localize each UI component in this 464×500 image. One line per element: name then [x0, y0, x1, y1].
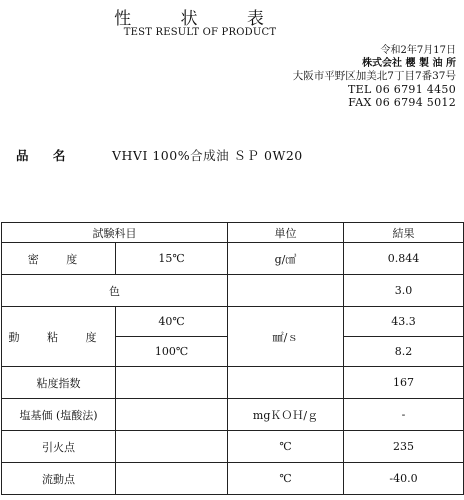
tbn-label: 塩基価 (塩酸法) [2, 399, 116, 431]
density-condition: 15℃ [116, 243, 228, 275]
density-unit: g/㎤ [228, 243, 344, 275]
flash-condition [116, 431, 228, 463]
vi-result: 167 [344, 367, 464, 399]
table-row [2, 243, 464, 275]
flash-result: 235 [344, 431, 464, 463]
tbn-condition [116, 399, 228, 431]
table-row [2, 431, 464, 463]
density-result: 0.844 [344, 243, 464, 275]
table-header-row [2, 223, 464, 243]
tbn-unit: mgＫＯＨ/ｇ [228, 399, 344, 431]
company-address: 大阪市平野区加美北7丁目7番37号 [292, 70, 456, 82]
viscosity-condition-100: 100℃ [116, 337, 228, 367]
viscosity-label: 動 粘 度 [2, 307, 116, 367]
tbn-result: - [344, 399, 464, 431]
company-fax: FAX 06 6794 5012 [348, 96, 456, 109]
pour-result: -40.0 [344, 463, 464, 495]
header-result: 結果 [344, 223, 464, 243]
vi-label: 粘度指数 [2, 367, 116, 399]
company-name: 株式会社 櫻 製 油 所 [362, 58, 456, 69]
density-label: 密 度 [2, 243, 116, 275]
pour-condition [116, 463, 228, 495]
test-result-table [1, 222, 464, 495]
pour-unit: ℃ [228, 463, 344, 495]
document-subtitle: TEST RESULT OF PRODUCT [123, 27, 277, 38]
viscosity-unit: ㎟/ｓ [228, 307, 344, 367]
color-unit [228, 275, 344, 307]
table-row [2, 275, 464, 307]
viscosity-result-100: 8.2 [344, 337, 464, 367]
viscosity-result-40: 43.3 [344, 307, 464, 337]
table-row [2, 367, 464, 399]
product-line [16, 146, 303, 164]
viscosity-condition-40: 40℃ [116, 307, 228, 337]
table-row [2, 307, 464, 337]
header-test-item: 試験科目 [2, 223, 228, 243]
table-row [2, 463, 464, 495]
document-title: 性 状 表 [114, 9, 286, 29]
company-tel: TEL 06 6791 4450 [348, 83, 456, 96]
flash-unit: ℃ [228, 431, 344, 463]
product-label: 品 名 [16, 148, 76, 163]
header-unit: 単位 [228, 223, 344, 243]
flash-label: 引火点 [2, 431, 116, 463]
vi-unit [228, 367, 344, 399]
color-result: 3.0 [344, 275, 464, 307]
issuer-block [256, 44, 456, 109]
pour-label: 流動点 [2, 463, 116, 495]
vi-condition [116, 367, 228, 399]
product-name: VHVI 100%合成油 ＳＰ 0W20 [111, 148, 303, 163]
color-label: 色 [2, 275, 228, 307]
issue-date: 令和2年7月17日 [380, 45, 456, 56]
table-row [2, 399, 464, 431]
